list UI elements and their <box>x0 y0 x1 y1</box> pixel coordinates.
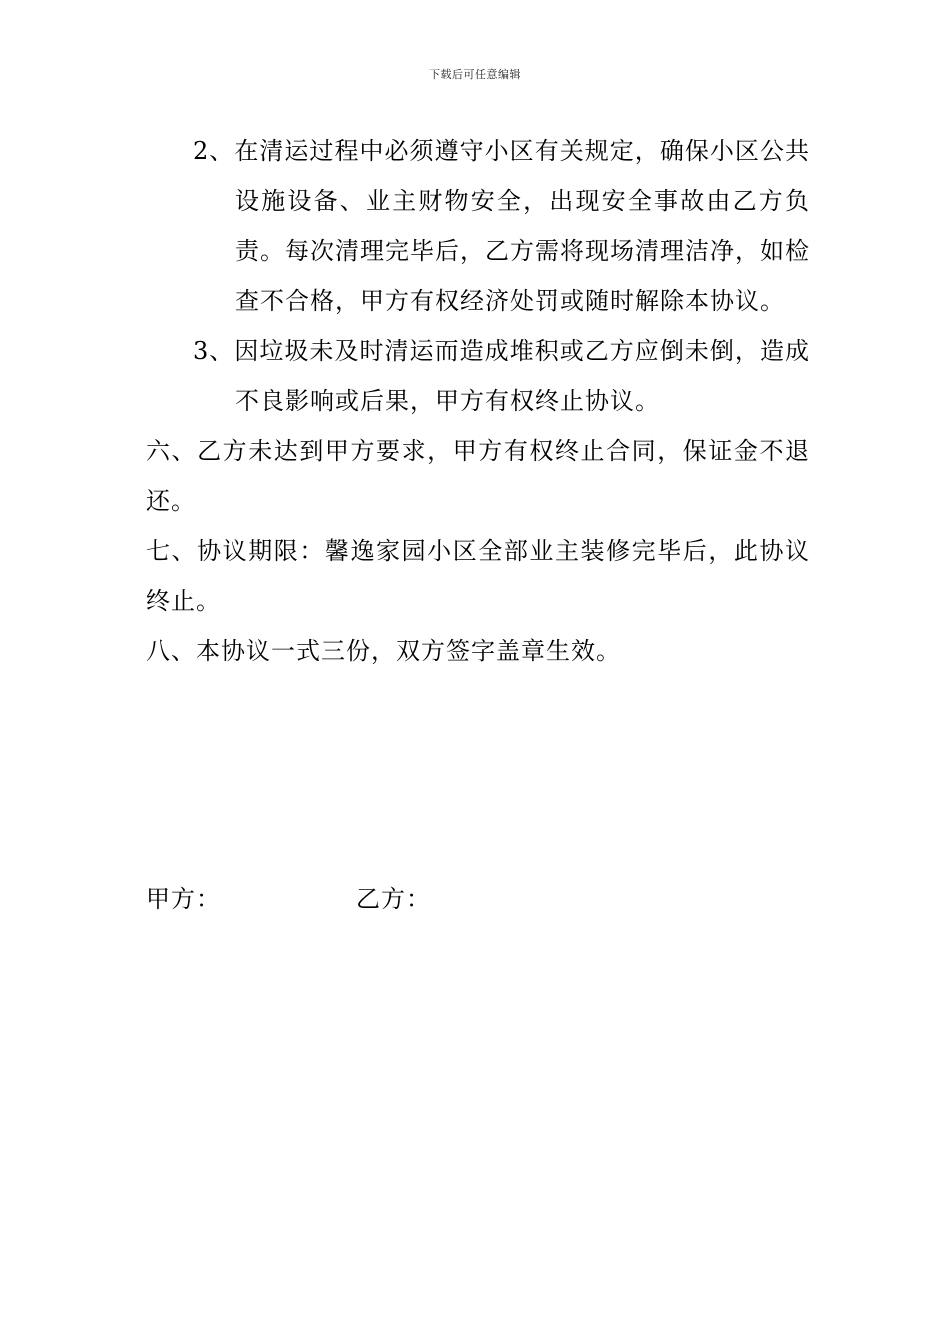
clause-eight: 八、本协议一式三份，双方签字盖章生效。 <box>146 637 621 665</box>
clause-six: 六、乙方未达到甲方要求，甲方有权终止合同，保证金不退还。 <box>146 437 810 515</box>
signature-party-b-label: 乙方： <box>356 885 431 913</box>
page-header-note: 下载后可任意编辑 <box>429 68 521 81</box>
sub-item-3: 3、因垃圾未及时清运而造成堆积或乙方应倒未倒，造成不良影响或后果，甲方有权终止协议。 <box>193 337 810 415</box>
sub-item-2: 2、在清运过程中必须遵守小区有关规定，确保小区公共设施设备、业主财物安全，出现安全事故由乙方负责。每次清理完毕后，乙方需将现场清理洁净，如检查不合格，甲方有权经济处罚或随时解除本协议。 <box>193 137 810 315</box>
signature-row <box>146 874 810 924</box>
signature-party-a-label: 甲方： <box>146 885 221 913</box>
clause-seven: 七、协议期限：馨逸家园小区全部业主装修完毕后，此协议终止。 <box>146 537 810 615</box>
document-body <box>146 126 810 676</box>
